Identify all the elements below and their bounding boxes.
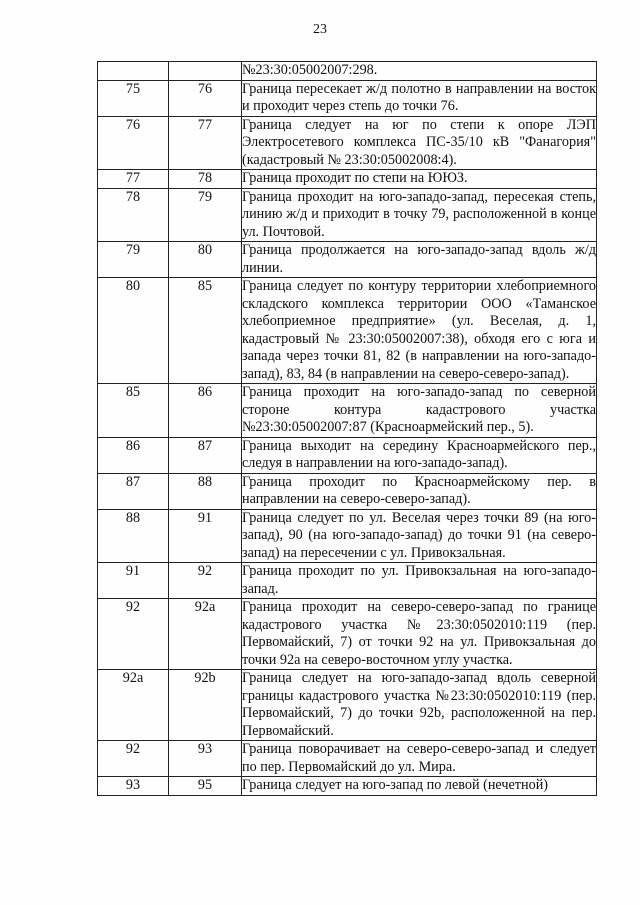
point-to-cell: 80 [169,242,242,278]
point-from-cell: 93 [98,777,169,796]
description-cell: Граница следует на юго-западо-запад вдоль северной границы кадастрового участка №23:30:0502010:119 (пер. Первомайский, 7) до точки 92b, расположенной на пер. Первомайский. [242,670,596,739]
description-cell: Граница проходит по степи на ЮЮЗ. [242,170,597,189]
point-from-cell: 79 [98,242,169,278]
point-from-cell: 80 [98,278,169,384]
point-to-cell: 95 [169,777,242,796]
table-row [98,599,597,670]
point-to-cell: 92a [169,599,242,670]
description-cell: Граница проходит на юго-западо-запад, пересекая степь, линию ж/д и приходит в точку 79, расположенной в конце ул. Почтовой. [242,188,596,240]
point-to-cell: 91 [169,509,242,563]
point-to-cell: 87 [169,437,242,473]
table-row [98,741,597,777]
point-to-cell: 76 [169,80,242,116]
table-row [98,242,597,278]
point-to-cell: 77 [169,116,242,170]
point-from-cell: 76 [98,116,169,170]
description-cell: Граница следует по контуру территории хлебоприемного складского комплекса территории ООО «Таманское хлебоприемное предприятие» (ул. Веселая, д. 1, кадастровый № 23:30:05002007:38), обходя его с юга и запада через точки 81, 82 (в направлении на юго-западо-запад), 83, 84 (в направлении на северо-северо-запад). [242,278,596,382]
point-to-cell: 88 [169,473,242,509]
point-from-cell: 88 [98,509,169,563]
point-to-cell: 78 [169,170,242,189]
point-from-cell: 87 [98,473,169,509]
point-to-cell: 86 [169,384,242,438]
description-cell: Граница проходит на юго-западо-запад по северной стороне контура кадастрового участка №23:30:05002007:87 (Красноармейский пер., 5). [242,384,596,435]
point-to-cell: 85 [169,278,242,384]
description-cell: Граница следует по ул. Веселая через точки 89 (на юго-запад), 90 (на юго-западо-запад) до точки 91 (на северо-запад) на пересечении с ул. Привокзальная. [242,509,596,561]
point-from-cell: 85 [98,384,169,438]
point-from-cell: 92 [98,599,169,670]
table-row [98,188,597,242]
table-row [98,170,597,189]
table-row [98,777,597,796]
table-row [98,80,597,116]
point-to-cell: 79 [169,188,242,242]
table-row [98,563,597,599]
description-cell: №23:30:05002007:298. [242,62,597,81]
boundary-table [97,61,597,796]
description-cell: Граница следует на юг по степи к опоре ЛЭП Электросетевого комплекса ПС-35/10 кВ "Фанагория" (кадастровый № 23:30:05002008:4). [242,116,596,168]
description-cell: Граница продолжается на юго-западо-запад вдоль ж/д линии. [242,242,596,276]
point-from-cell: 86 [98,437,169,473]
description-cell: Граница пересекает ж/д полотно в направлении на восток и проходит через степь до точки 76. [242,80,596,114]
point-from-cell: 77 [98,170,169,189]
point-to-cell: 92b [169,670,242,741]
point-to-cell: 92 [169,563,242,599]
point-to-cell: 93 [169,741,242,777]
table-row [98,116,597,170]
point-from-cell: 78 [98,188,169,242]
table-row [98,670,597,741]
table-row [98,62,597,81]
point-from-cell: 92 [98,741,169,777]
boundary-table-body [98,62,597,796]
description-cell: Граница проходит на северо-северо-запад по границе кадастрового участка №23:30:0502010:119 (пер. Первомайский, 7) от точки 92 на ул. Привокзальная до точки 92а на северо-восточном углу участка. [242,599,596,668]
point-from-cell: 92a [98,670,169,741]
description-cell: Граница проходит по ул. Привокзальная на юго-западо-запад. [242,563,596,597]
table-row [98,384,597,438]
point-to-cell [169,62,242,81]
table-row [98,437,597,473]
description-cell: Граница поворачивает на северо-северо-запад и следует по пер. Первомайский до ул. Мира. [242,741,596,775]
point-from-cell [98,62,169,81]
point-from-cell: 91 [98,563,169,599]
description-cell: Граница выходит на середину Красноармейского пер., следуя в направлении на юго-западо-запад). [242,437,596,471]
description-cell: Граница проходит по Красноармейскому пер. в направлении на северо-северо-запад). [242,473,596,507]
description-cell: Граница следует на юго-запад по левой (нечетной) [242,777,597,796]
table-row [98,278,597,384]
point-from-cell: 75 [98,80,169,116]
table-row [98,509,597,563]
table-row [98,473,597,509]
page-number: 23 [313,22,327,37]
